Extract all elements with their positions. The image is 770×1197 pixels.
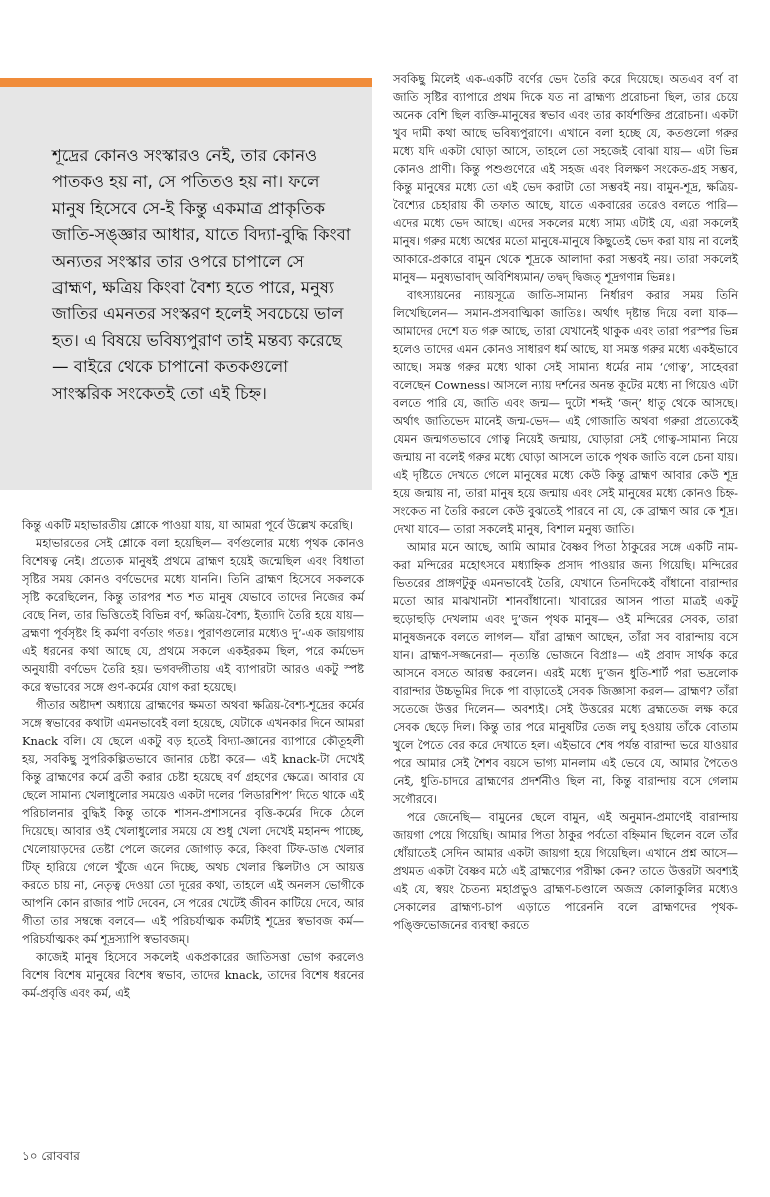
page-footer: ১০ রোববার [22, 1149, 80, 1163]
pullquote-box [0, 78, 372, 490]
paragraph: পরে জেনেছি— বামুনের ছেলে বামুন, এই অনুমান-প্রমাণেই বারান্দায় জায়গা পেয়ে গিয়েছি। আমার পিতা ঠাকুর পর্বতো বহ্নিমান ছিলেন বলে তাঁর ধোঁয়াতেই সেদিন আমার একটা জায়গা হয়ে গিয়েছিল। এখানে প্রশ্ন আসে— প্রথমত একটা বৈষ্ণব মঠে এই ব্রাহ্মণ্যের পরীক্ষা কেন? তাতে উত্তরটা অবশ্যই এই যে, স্বয়ং চৈতন্য মহাপ্রভুও ব্রাহ্মণ-চণ্ডালে অজস্র কোলাকুলির মধ্যেও সেকালের ব্রাহ্মণ্য-চাপ এড়াতে পারেননি বলে ব্রাহ্মণদের পৃথক-পঙ্ক্তিভোজনের ব্যবস্থা করতে [393, 810, 738, 932]
paragraph: সবকিছু মিলেই এক-একটি বর্ণের ভেদ তৈরি করে দিয়েছে। অতএব বর্ণ বা জাতি সৃষ্টির ব্যাপারে প্রথম দিকে যত না ব্রাহ্মণ্য প্ররোচনা ছিল, তার চেয়ে অনেক বেশি ছিল ব্যক্তি-মানুষের স্বভাব এবং তার কার্যশক্তির প্ররোচনা। একটা খুব দামী কথা আছে ভবিষ্যপুরাণে। এখানে বলা হচ্ছে যে, কতগুলো গরুর মধ্যে যদি একটা ঘোড়া আসে, তাহলে তো সহজেই বোঝা যায়— এটা ভিন্ন কোনও প্রাণী। কিন্তু পশুগুণেরে এই সহজ এবং বিলক্ষণ সংকেত-গ্রহ সম্ভব, কিন্তু মানুষের মধ্যে তো এই ভেদ করাটা তো সম্ভবই নয়। বামুন-শূদ্র, ক্ষত্রিয়-বৈশ্যের চেহারায় কী তফাত আছে, যাতে একবারের তরেও বলতে পারি— এদের মধ্যে ভেদ আছে। এদের সকলের মধ্যে সাম্য এটাই যে, এরা সকলেই মানুষ। গরুর মধ্যে অশ্বের মতো মানুষে-মানুষে কিছুতেই ভেদ করা যায় না বলেই আকারে-প্রকারে বামুন থেকে শূদ্রকে আলাদা করা সম্ভবই নয়। তারা সকলেই মানুষ— মনুষ্যভাবাদ্ অবিশিষ্যমান/ তদ্বদ্ দ্বিজত্ শূদ্রগণান্ন ভিন্নঃ। [393, 72, 738, 284]
pullquote-text: শূদ্রের কোনও সংস্কারও নেই, তার কোনও পাতকও হয় না, সে পতিতও হয় না। ফলে মানুষ হিসেবে সে-ই কিন্তু একমাত্র প্রাকৃতিক জাতি-সঙ্জ্ঞার আধার, যাতে বিদ্যা-বুদ্ধি কিংবা অন্যতর সংস্কার তার ওপরে চাপালে সে ব্রাহ্মণ, ক্ষত্রিয় কিংবা বৈশ্য হতে পারে, মনুষ্য জাতির এমনতর সংস্করণ হলেই সবচেয়ে ভাল হত। এ বিষয়ে ভবিষ্যপুরাণ তাই মন্তব্য করেছে— বাইরে থেকে চাপানো কতকগুলো সাংস্করিক সংকেতই তো এই চিহ্ন। [52, 146, 351, 403]
paragraph: গীতার অষ্টাদশ অধ্যায়ে ব্রাহ্মণের ক্ষমতা অথবা ক্ষত্রিয়-বৈশ্য-শূদ্রের কর্মের সঙ্গে স্বভাবের কথাটা এমনভাবেই বলা হয়েছে, যেটাকে এখনকার দিনে আমরা Knack বলি। যে ছেলে একটু বড় হতেই বিদ্যা-জ্ঞানের ব্যাপারে কৌতূহলী হয়, সবকিছু সুপরিকল্পিতভাবে জানার চেষ্টা করে— এই knack-টা দেখেই কিন্তু ব্রাহ্মণের কর্মে ব্রতী করার চেষ্টা হয়েছে বর্ণ গ্রহণের ক্ষেত্রে। আবার যে ছেলে সামান্য খেলাধুলোর সময়েও একটা দলের ‘লিডারশিপ’ দিতে থাকে এই পরিচালনার বুদ্ধিই কিন্তু তাকে শাসন-প্রশাসনের বৃত্তি-কর্মের দিকে ঠেলে দিয়েছে। আবার ওই খেলাধুলোর সময়ে যে শুধু খেলা দেখেই মহানন্দ পাচ্ছে, খেলোয়াড়দের তেষ্টা পেলে জলের জোগাড় করে, কিংবা টিফ-ডাঙ খেলার টিফ্ হারিয়ে গেলে খুঁজে এনে দিচ্ছে, অথচ খেলার স্কিলটাও সে আয়ত্ত করতে চায় না, নেতৃত্ব দেওয়া তো দূরের কথা, তাহলে এই অনলস ভোগীকে আপনি কোন রাজার পাট দেবেন, সে পরের খেটেই জীবন কাটিয়ে দেবে, আর গীতা তার সম্বন্ধে বলবে— এই পরিচর্যাত্মক কর্মটাই শূদ্রের স্বভাবজ কর্ম— পরিচর্যাত্মকং কর্ম শূদ্রস্যাপি স্বভাবজম্। [22, 698, 364, 946]
article-column-right [393, 70, 738, 934]
paragraph: কাজেই মানুষ হিসেবে সকলেই একপ্রকারের জাতিসত্তা ভোগ করলেও বিশেষ বিশেষ মানুষের বিশেষ স্বভাব, তাদের knack, তাদের বিশেষ ধরনের কর্ম-প্রবৃত্তি এবং কর্ম, এই [22, 950, 364, 1000]
article-column-left [22, 516, 364, 1002]
paragraph: মহাভারতের সেই শ্লোকে বলা হয়েছিল— বর্ণগুলোর মধ্যে পৃথক কোনও বিশেষত্ব নেই। প্রত্যেক মানুষই প্রথমে ব্রাহ্মণ হয়েই জন্মেছিল এবং বিধাতা সৃষ্টির সময় কোনও বর্ণভেদের মধ্যে যাননি। তিনি ব্রাহ্মণ হিসেবে সকলকে সৃষ্টি করেছিলেন, কিন্তু তারপর শত শত মানুষ যেভাবে তাদের নিজের কর্ম বেছে নিল, তার ভিত্তিতেই বিভিন্ন বর্ণ, ক্ষত্রিয়-বৈশ্য, ইত্যাদি তৈরি হয়ে যায়— ব্রহ্মণা পূর্বসৃষ্টং হি কর্মণা বর্ণতাং গতঃ। পুরাণগুলোর মধ্যেও দু’-এক জায়গায় এই ধরনের কথা আছে যে, প্রথমে সকলে একইরকম ছিল, পরে কর্মভেদ অনুযায়ী বর্ণভেদ তৈরি হয়। ভগবদ্গীতায় এই ব্যাপারটা আরও একটু স্পষ্ট করে স্বভাবের সঙ্গে গুণ-কর্মের যোগ করা হয়েছে। [22, 536, 364, 694]
paragraph: বাৎস্যায়নের ন্যায়সূত্রে জাতি-সামান্য নির্ধারণ করার সময় তিনি লিখেছিলেন— সমান-প্রসবাত্মিকা জাতিঃ। অর্থাৎ দৃষ্টান্ত দিয়ে বলা যাক— আমাদের দেশে যত গরু আছে, তারা যেখানেই থাকুক এবং তারা পরস্পর ভিন্ন হলেও তাদের এমন কোনও সাধারণ ধর্ম আছে, যা সমস্ত গরুর মধ্যে একইভাবে আছে। সমস্ত গরুর মধ্যে থাকা সেই সামান্য ধর্মের নাম ‘গোত্ব’, সাহেবরা বলেছেন Cowness। আসলে ন্যায় দর্শনের অনন্ত কূটের মধ্যে না গিয়েও এটা বলতে পারি যে, জাতি এবং জন্ম— দুটো শব্দই ‘জন্’ ধাতু থেকে আসছে। অর্থাৎ জাতিভেদ মানেই জন্ম-ভেদ— এই গোজাতি অথবা গরুরা প্রত্যেকেই যেমন জন্মগতভাবে গোত্ব নিয়েই জন্মায়, ঘোড়ারা সেই গোত্ব-সামান্য নিয়ে জন্মায় না বলেই গরুর মধ্যে ঘোড়া আসলে তাকে পৃথক জাতি বলে চেনা যায়। এই দৃষ্টিতে দেখতে গেলে মানুষের মধ্যে কেউ কিন্তু ব্রাহ্মণ আবার কেউ শূদ্র হয়ে জন্মায় না, তারা মানুষ হয়ে জন্মায় এবং সেই মানুষের মধ্যে কোনও চিহ্ন-সংকেত না তৈরি করলে কেউ বুঝতেই পারবে না যে, কে ব্রাহ্মণ আর কে শূদ্র। দেখা যাবে— তারা সকলেই মানুষ, বিশাল মনুষ্য জাতি। [393, 288, 738, 536]
paragraph: আমার মনে আছে, আমি আমার বৈষ্ণব পিতা ঠাকুরের সঙ্গে একটি নাম-করা মন্দিরের মহোৎসবে মধ্যাহ্নিক প্রসাদ পাওয়ার জন্য গিয়েছি। মন্দিরের ভিতরের প্রাঙ্গণটুকু এমনভাবেই তৈরি, যেখানে তিনদিকেই বাঁধানো বারান্দার মতো আর মাঝখানটা শানবাঁধানো। খাবারের আসন পাতা মাত্রই একটু হুড়োহুড়ি দেখলাম এবং দু’জন পৃথক মানুষ— ওই মন্দিরের সেবক, তারা মানুষজনকে বলতে লাগল— যাঁরা ব্রাহ্মণ আছেন, তাঁরা সব বারান্দায় বসে যান। ব্রাহ্মণ-সজ্জনেরা— নৃত্যন্তি ভোজনে বিপ্রাঃ— এই প্রবাদ সার্থক করে আসনে বসতে আরম্ভ করলেন। এরই মধ্যে দু’জন ধুতি-শার্ট পরা ভদ্রলোক বারান্দার উচ্চভূমির দিকে পা বাড়াতেই সেবক জিজ্ঞাসা করল— ব্রাহ্মণ? তাঁরা সতেজে উত্তর দিলেন— অবশ্যই। সেই উত্তরের মধ্যে ব্রহ্মতেজ লক্ষ করে সেবক ছেড়ে দিল। কিন্তু তার পরে মানুষটির তেজ লঘু হওয়ায় তাঁকে বোতাম খুলে পৈতে বের করে দেখাতে হল। এইভাবে শেষ পর্যন্ত বারান্দা ভরে যাওয়ার পরে আমার সেই শৈশব বয়সে ভাগ্য মানলাম এই ভেবে যে, আমার পৈতেও নেই, ধুতি-চাদরে ব্রাহ্মণের প্রদর্শনীও ছিল না, কিন্তু বারান্দায় বসে গেলাম সগৌরবে। [393, 540, 739, 806]
paragraph: কিন্তু একটি মহাভারতীয় শ্লোকে পাওয়া যায়, যা আমরা পূর্বে উল্লেখ করেছি। [22, 518, 353, 532]
